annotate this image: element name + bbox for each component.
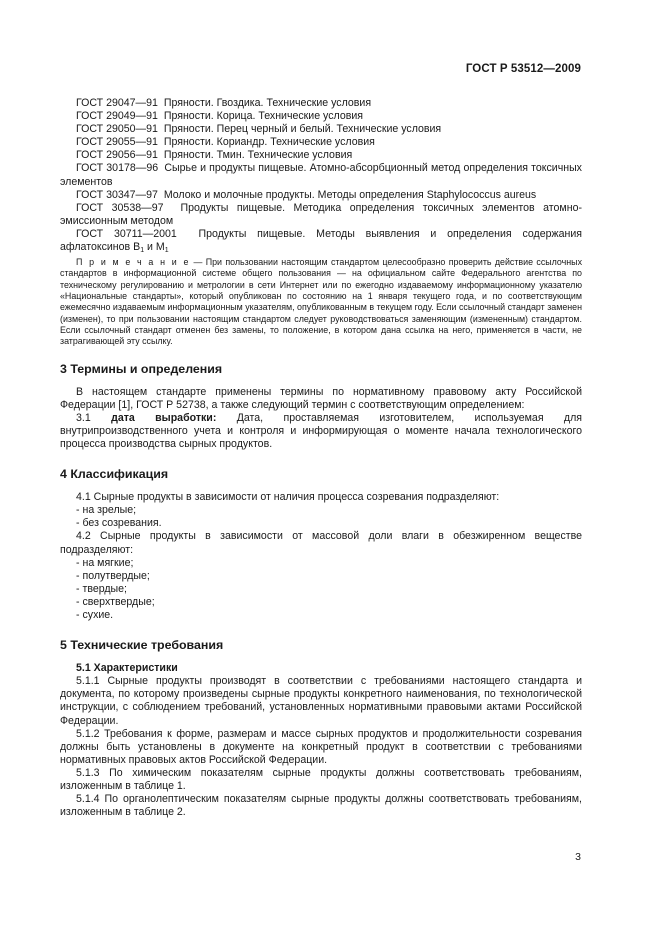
clause-5-1-2: 5.1.2 Требования к форме, размерам и массе сырных продуктов и продолжительности созревания должны быть установлены в документе на конкретный продукт в соответствии с требованиями нормативных правовых актов Российской Федерации.: [60, 727, 582, 766]
reference-item: ГОСТ 30178—96 Сырье и продукты пищевые. Атомно-абсорбционный метод определения токсичных элементов: [60, 162, 582, 188]
page-number: 3: [575, 851, 581, 863]
list-item: - на зрелые;: [76, 504, 137, 517]
section-3-intro: В настоящем стандарте применены термины по нормативному правовому акту Российской Федерации [1], ГОСТ Р 52738, а также следующий термин с соответствующим определением:: [60, 385, 582, 411]
note-label: П р и м е ч а н и е: [76, 257, 191, 268]
section-5-heading: 5 Технические требования: [60, 638, 224, 653]
reference-item: ГОСТ 29050—91 Пряности. Перец черный и белый. Технические условия: [76, 123, 442, 136]
section-3-heading: 3 Термины и определения: [60, 361, 223, 376]
subsection-5-1-heading: 5.1 Характеристики: [76, 662, 178, 675]
list-item: - сухие.: [76, 609, 114, 621]
list-item: - твердые;: [76, 582, 128, 595]
list-item: - полутвердые;: [76, 569, 150, 582]
reference-note: [60, 257, 582, 347]
page-body: [60, 97, 582, 819]
reference-item: ГОСТ 29047—91 Пряности. Гвоздика. Технические условия: [76, 97, 372, 109]
document-code-header: ГОСТ Р 53512—2009: [465, 63, 581, 75]
list-item: - сверхтвердые;: [76, 595, 155, 608]
clause-4-1: 4.1 Сырные продукты в зависимости от наличия процесса созревания подразделяют:: [76, 491, 500, 504]
reference-item: ГОСТ 29049—91 Пряности. Корица. Технические условия: [76, 110, 364, 123]
term-name: дата выработки:: [111, 411, 217, 424]
clause-5-1-3: 5.1.3 По химическим показателям сырные продукты должны соответствовать требованиям, изложенным в таблице 1.: [60, 766, 582, 793]
clause-5-1-4: 5.1.4 По органолептическим показателям сырные продукты должны соответствовать требованиям, изложенным в таблице 2.: [60, 793, 582, 819]
reference-item: ГОСТ 29055—91 Пряности. Кориандр. Технические условия: [76, 136, 375, 149]
list-item: - без созревания.: [76, 517, 162, 530]
clause-4-2: 4.2 Сырные продукты в зависимости от массовой доли влаги в обезжиренном веществе подразделяют:: [60, 530, 582, 556]
reference-item: ГОСТ 30711—2001 Продукты пищевые. Методы выявления и определения содержания афлатоксинов $В_1$ и $М_1$: [60, 227, 582, 255]
clause-5-1-1: 5.1.1 Сырные продукты производят в соответствии с требованиями настоящего стандарта и документа, по которому произведены сырные продукты конкретного наименования, по технологической инструкции, с соблюдением требований, установленных нормативными правовыми актами Российской Федерации.: [60, 675, 582, 727]
reference-item: ГОСТ 30538—97 Продукты пищевые. Методика определения токсичных элементов атомно-эмиссионным методом: [60, 201, 582, 227]
reference-item: ГОСТ 29056—91 Пряности. Тмин. Технические условия: [76, 149, 353, 162]
note-text: — При пользовании настоящим стандартом целесообразно проверить действие ссылочных стандартов в информационной системе общего пользования — на официальном сайте Федерального агентства по техническому регулированию и метрологии в сети Интернет или по ежегодно издаваемому информационному указателю «Национальные стандарты», который опубликован по состоянию на 1 января текущего года, и по соответствующим ежемесячно издаваемым информационным указателям, опубликованным в текущем году. Если ссылочный стандарт заменен (изменен), то при пользовании настоящим стандартом следует руководствоваться заменяющим (измененным) стандартом. Если ссылочный стандарт отменен без замены, то положение, в котором дана ссылка на него, применяется в части, не затрагивающей эту ссылку.: [60, 257, 583, 347]
list-item: - на мягкие;: [76, 556, 134, 569]
reference-item: ГОСТ 30347—97 Молоко и молочные продукты. Методы определения Staphylococcus aureus: [76, 188, 537, 201]
section-4-heading: 4 Классификация: [60, 467, 169, 482]
normative-references-list: [60, 97, 582, 254]
term-definition: 3.1 дата выработки: Дата, проставляемая изготовителем, используемая для внутрипроизводственного учета и контроля и информирующая о моменте начала технологического процесса производства сырных продуктов.: [60, 411, 583, 450]
